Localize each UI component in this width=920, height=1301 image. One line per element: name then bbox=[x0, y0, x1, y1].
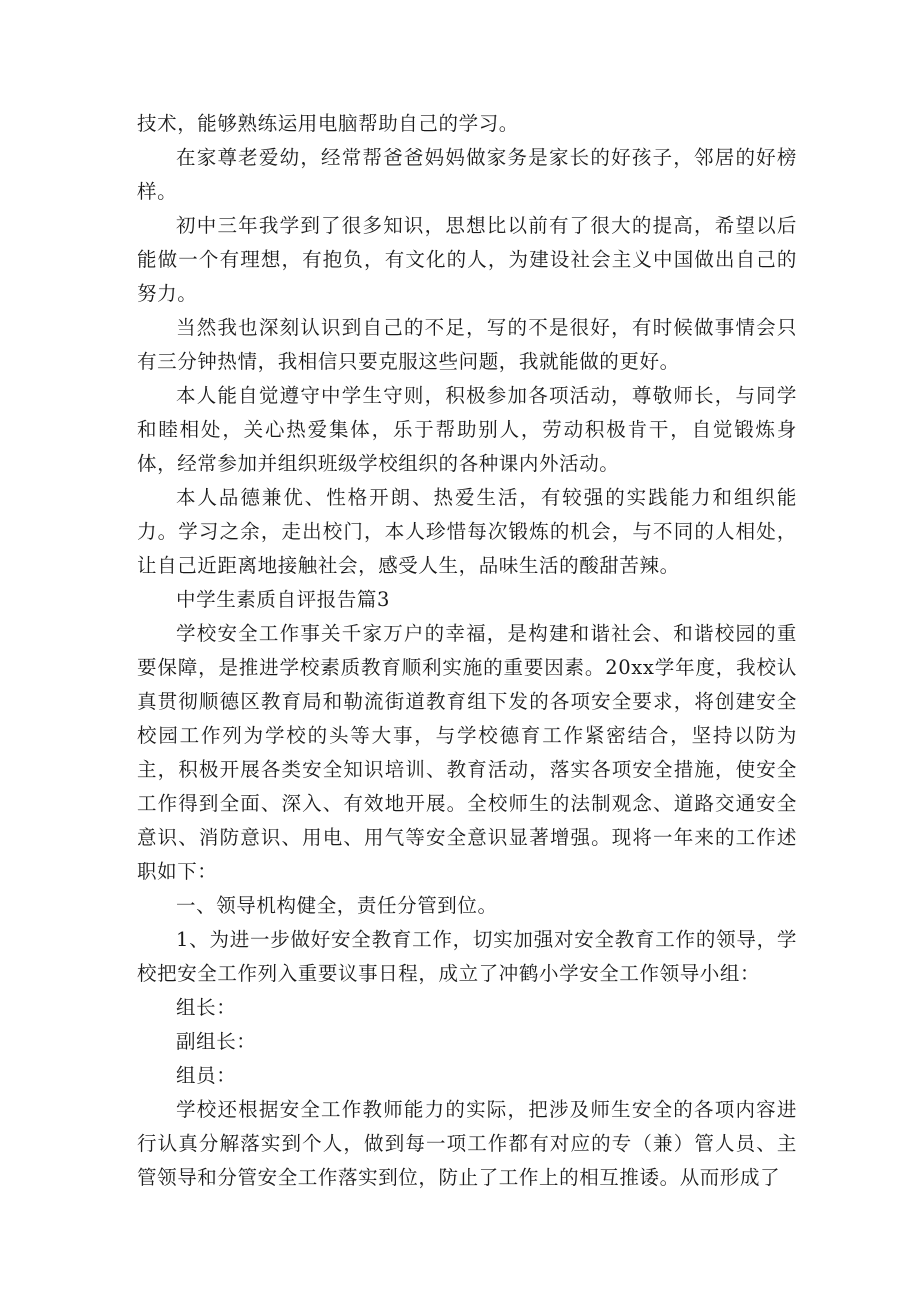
subheading-leadership: 一、领导机构健全，责任分管到位。 bbox=[176, 894, 498, 917]
role-leader: 组长： bbox=[176, 996, 237, 1019]
paragraph-2: 在家尊老爱幼，经常帮爸爸妈妈做家务是家长的好孩子，邻居的好榜样。 bbox=[137, 146, 797, 203]
paragraph-3: 初中三年我学到了很多知识，思想比以前有了很大的提高，希望以后能做一个有理想，有抱负，有文化的人，为建设社会主义中国做出自己的努力。 bbox=[137, 214, 797, 305]
paragraph-5: 本人能自觉遵守中学生守则，积极参加各项活动，尊敬师长，与同学和睦相处，关心热爱集体，乐于帮助别人，劳动积极肯干，自觉锻炼身体，经常参加并组织班级学校组织的各种课内外活动。 bbox=[137, 384, 797, 475]
role-deputy-leader: 副组长： bbox=[176, 1030, 257, 1053]
paragraph-9: 学校还根据安全工作教师能力的实际，把涉及师生安全的各项内容进行认真分解落实到个人，做到每一项工作都有对应的专（兼）管人员、主管领导和分管安全工作落实到位，防止了工作上的相互推诿。从而形成了 bbox=[137, 1098, 797, 1189]
paragraph-7: 学校安全工作事关千家万户的幸福，是构建和谐社会、和谐校园的重要保障，是推进学校素质教育顺利实施的重要因素。20xx学年度，我校认真贯彻顺德区教育局和勒流街道教育组下发的各项安全要求，将创建安全校园工作列为学校的头等大事，与学校德育工作紧密结合，坚持以防为主，积极开展各类安全知识培训、教育活动，落实各项安全措施，使安全工作得到全面、深入、有效地开展。全校师生的法制观念、道路交通安全意识、消防意识、用电、用气等安全意识显著增强。现将一年来的工作述职如下： bbox=[137, 622, 797, 883]
paragraph-4: 当然我也深刻认识到自己的不足，写的不是很好，有时候做事情会只有三分钟热情，我相信只要克服这些问题，我就能做的更好。 bbox=[137, 316, 797, 373]
section-heading: 中学生素质自评报告篇3 bbox=[176, 588, 391, 611]
paragraph-6: 本人品德兼优、性格开朗、热爱生活，有较强的实践能力和组织能力。学习之余，走出校门，本人珍惜每次锻炼的机会，与不同的人相处，让自己近距离地接触社会，感受人生，品味生活的酸甜苦辣。 bbox=[137, 486, 797, 577]
paragraph-8: 1、为进一步做好安全教育工作，切实加强对安全教育工作的领导，学校把安全工作列入重要议事日程，成立了冲鹤小学安全工作领导小组： bbox=[137, 928, 797, 985]
document-body bbox=[137, 107, 797, 1195]
role-members: 组员： bbox=[176, 1064, 237, 1087]
paragraph-1: 技术，能够熟练运用电脑帮助自己的学习。 bbox=[137, 112, 519, 135]
